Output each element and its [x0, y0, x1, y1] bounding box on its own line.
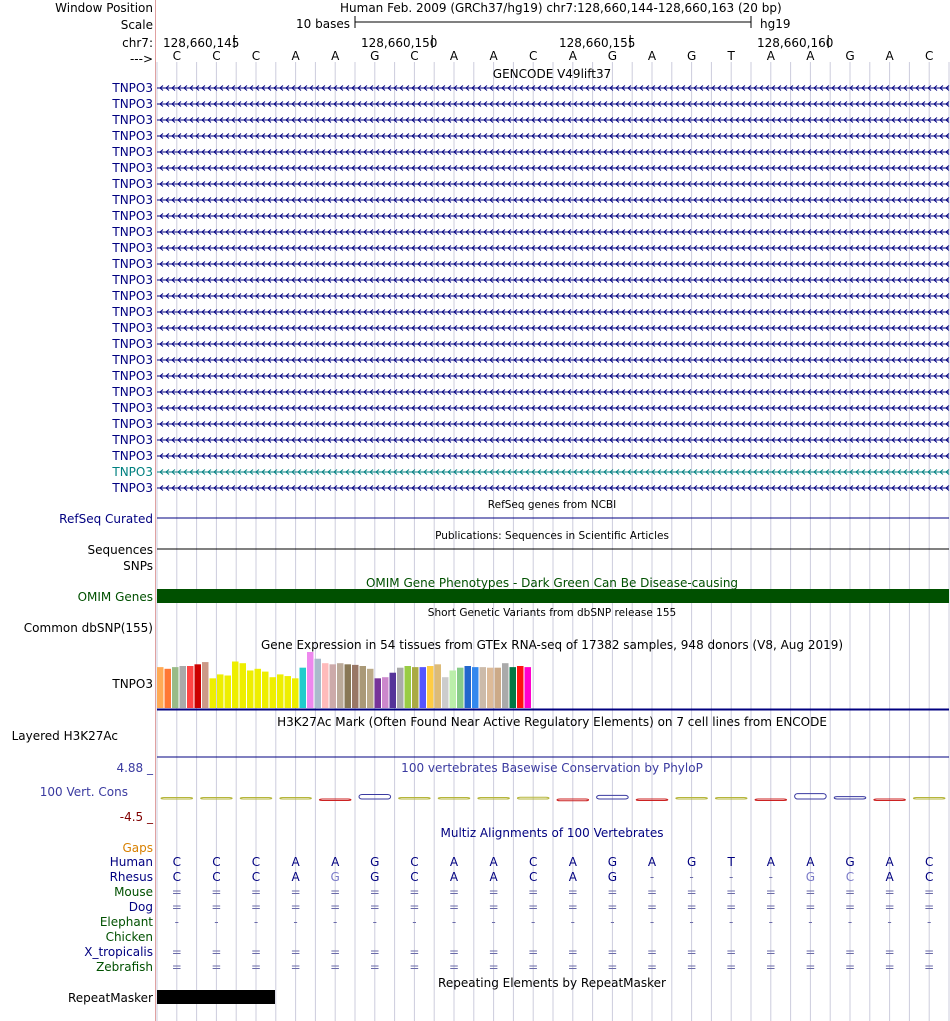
gencode-transcript-label[interactable]: TNPO3: [112, 321, 153, 335]
multiz-alignment-base: =: [250, 885, 262, 899]
gencode-transcript-label[interactable]: TNPO3: [112, 481, 153, 495]
window-position-value: Human Feb. 2009 (GRCh37/hg19) chr7:128,660,144-128,660,163 (20 bp): [340, 1, 782, 15]
multiz-alignment-base: -: [887, 915, 892, 929]
multiz-alignment-base: C: [172, 855, 181, 869]
base-letter: C: [251, 49, 261, 63]
multiz-alignment-base: -: [649, 870, 655, 884]
gtex-tissue-bar[interactable]: [487, 668, 494, 708]
multiz-alignment-base: =: [409, 945, 420, 959]
gtex-tissue-bar[interactable]: [435, 664, 442, 708]
multiz-alignment-base: =: [290, 945, 301, 959]
multiz-alignment-base: =: [409, 885, 420, 899]
gencode-transcript-label[interactable]: TNPO3: [112, 209, 153, 223]
base-letter: A: [806, 49, 815, 63]
multiz-alignment-base: G: [607, 855, 618, 869]
gencode-transcript-label[interactable]: TNPO3: [112, 289, 153, 303]
multiz-alignment-base: -: [174, 915, 179, 929]
multiz-alignment-base: =: [211, 900, 222, 914]
base-letter: A: [766, 49, 775, 63]
coordinate-label: 128,660,150: [361, 36, 438, 50]
multiz-alignment-base: -: [729, 870, 734, 884]
gtex-tissue-bar[interactable]: [480, 667, 487, 708]
scale-label: Scale: [120, 18, 153, 32]
coordinate-label: 128,660,145: [163, 36, 240, 50]
multiz-alignment-base: =: [686, 885, 697, 899]
gencode-transcript-label[interactable]: TNPO3: [112, 161, 153, 175]
base-letter: A: [647, 49, 657, 63]
gencode-transcript-label[interactable]: TNPO3: [112, 113, 153, 127]
multiz-species-label[interactable]: Zebrafish: [96, 960, 153, 974]
gencode-transcript-label[interactable]: TNPO3: [112, 81, 153, 95]
multiz-alignment-base: =: [805, 960, 816, 974]
multiz-alignment-base: C: [251, 870, 261, 884]
multiz-alignment-base: =: [211, 885, 222, 899]
base-letter: A: [568, 49, 577, 63]
multiz-alignment-base: -: [689, 870, 694, 884]
scale-text: 10 bases: [296, 17, 350, 31]
multiz-alignment-base: A: [331, 855, 340, 869]
gtex-tissue-bar[interactable]: [195, 664, 202, 708]
gencode-transcript-label[interactable]: TNPO3: [112, 369, 153, 383]
multiz-alignment-base: =: [844, 945, 856, 959]
multiz-alignment-base: =: [844, 900, 856, 914]
gtex-tissue-bar[interactable]: [202, 662, 209, 708]
multiz-alignment-base: =: [488, 960, 499, 974]
gtex-tissue-bar[interactable]: [525, 667, 532, 708]
multiz-alignment-base: -: [531, 915, 536, 929]
multiz-alignment-base: =: [250, 960, 262, 974]
gtex-tissue-bar[interactable]: [240, 663, 247, 708]
gencode-transcript-label[interactable]: TNPO3: [112, 225, 153, 239]
multiz-alignment-base: -: [610, 915, 615, 929]
multiz-species-label[interactable]: Mouse: [114, 885, 153, 899]
multiz-alignment-base: =: [171, 945, 182, 959]
multiz-alignment-base: -: [491, 915, 496, 929]
publications-snps-label[interactable]: SNPs: [123, 559, 153, 573]
multiz-alignment-base: =: [884, 885, 895, 899]
dbsnp-track-title[interactable]: Short Genetic Variants from dbSNP release 155: [427, 607, 677, 619]
multiz-alignment-base: A: [489, 855, 498, 869]
gtex-tissue-bar[interactable]: [247, 670, 254, 708]
multiz-alignment-base: A: [568, 870, 577, 884]
gtex-tissue-bar[interactable]: [210, 678, 217, 708]
multiz-alignment-base: C: [251, 855, 261, 869]
multiz-alignment-base: =: [448, 945, 460, 959]
coordinate-label: 128,660,160: [757, 36, 834, 50]
base-letter: G: [686, 49, 697, 63]
multiz-alignment-base: =: [567, 960, 578, 974]
base-letter: C: [172, 49, 181, 63]
window-position-label: Window Position: [55, 1, 153, 15]
multiz-alignment-base: =: [646, 945, 658, 959]
gencode-transcript-label[interactable]: TNPO3: [112, 273, 153, 287]
multiz-alignment-base: -: [847, 915, 853, 929]
gencode-transcript-label[interactable]: TNPO3: [112, 385, 153, 399]
multiz-alignment-base: -: [293, 915, 298, 929]
multiz-alignment-base: =: [528, 945, 539, 959]
multiz-alignment-base: A: [647, 855, 657, 869]
multiz-species-label[interactable]: Rhesus: [109, 870, 153, 884]
multiz-alignment-base: =: [528, 960, 539, 974]
gencode-transcript-label[interactable]: TNPO3: [112, 401, 153, 415]
multiz-alignment-base: =: [369, 885, 380, 899]
multiz-alignment-base: =: [765, 945, 776, 959]
gtex-tissue-bar[interactable]: [442, 677, 449, 708]
base-letter: C: [212, 49, 221, 63]
multiz-alignment-base: =: [448, 900, 460, 914]
multiz-alignment-base: =: [884, 900, 895, 914]
multiz-alignment-base: G: [607, 870, 618, 884]
multiz-alignment-base: =: [924, 960, 935, 974]
multiz-alignment-base: =: [805, 885, 816, 899]
gtex-tissue-bar[interactable]: [352, 665, 359, 708]
gencode-transcript-label[interactable]: TNPO3: [112, 353, 153, 367]
chromosome-label: chr7:: [122, 36, 153, 50]
base-letter: A: [489, 49, 498, 63]
dbsnp-track-label[interactable]: Common dbSNP(155): [23, 621, 153, 635]
gencode-transcript-label[interactable]: TNPO3: [112, 177, 153, 191]
multiz-alignment-base: -: [768, 915, 773, 929]
gencode-track-title[interactable]: GENCODE V49lift37: [492, 67, 612, 81]
gtex-tissue-bar[interactable]: [412, 667, 419, 708]
multiz-alignment-base: C: [924, 855, 934, 869]
multiz-alignment-base: =: [726, 945, 737, 959]
gtex-tissue-bar[interactable]: [360, 666, 367, 708]
multiz-alignment-base: =: [528, 900, 539, 914]
multiz-alignment-base: =: [290, 960, 301, 974]
scale-assembly: hg19: [760, 17, 791, 31]
gtex-tissue-bar[interactable]: [322, 663, 329, 708]
gtex-tissue-bar[interactable]: [187, 666, 194, 708]
multiz-alignment-base: C: [212, 855, 221, 869]
gencode-transcript-label[interactable]: TNPO3: [112, 449, 153, 463]
multiz-alignment-base: A: [885, 870, 894, 884]
gencode-transcript-label[interactable]: TNPO3: [112, 129, 153, 143]
strand-label: --->: [129, 52, 153, 66]
multiz-alignment-base: =: [607, 945, 618, 959]
multiz-alignment-base: =: [884, 960, 895, 974]
base-letter: G: [845, 49, 855, 63]
multiz-alignment-base: A: [568, 855, 577, 869]
base-letter: T: [727, 49, 735, 63]
repeatmasker-track-title[interactable]: Repeating Elements by RepeatMasker: [438, 976, 666, 990]
multiz-alignment-base: C: [172, 870, 181, 884]
refseq-track-title[interactable]: RefSeq genes from NCBI: [487, 499, 617, 511]
multiz-alignment-base: =: [686, 900, 697, 914]
multiz-alignment-base: =: [765, 885, 776, 899]
gtex-tissue-bar[interactable]: [217, 674, 224, 708]
multiz-alignment-base: =: [488, 945, 499, 959]
multiz-alignment-base: =: [369, 945, 380, 959]
h3k27ac-track-title[interactable]: H3K27Ac Mark (Often Found Near Active Regulatory Elements) on 7 cell lines from ENCODE: [277, 715, 827, 729]
multiz-alignment-base: A: [885, 855, 894, 869]
multiz-alignment-base: C: [924, 870, 934, 884]
multiz-alignment-base: =: [409, 900, 420, 914]
multiz-alignment-base: =: [726, 960, 737, 974]
multiz-alignment-base: =: [805, 900, 816, 914]
repeatmasker-element[interactable]: [157, 990, 275, 1004]
multiz-alignment-base: C: [528, 855, 538, 869]
multiz-species-label[interactable]: Human: [109, 855, 153, 869]
gtex-tissue-bar[interactable]: [502, 663, 509, 708]
multiz-alignment-base: -: [729, 915, 734, 929]
multiz-alignment-base: =: [330, 945, 341, 959]
multiz-alignment-base: =: [726, 900, 737, 914]
gtex-tissue-bar[interactable]: [315, 659, 322, 708]
multiz-alignment-base: G: [370, 855, 380, 869]
multiz-alignment-base: =: [884, 945, 895, 959]
multiz-alignment-base: A: [449, 855, 459, 869]
gtex-tissue-bar[interactable]: [450, 670, 457, 708]
base-letter: C: [528, 49, 538, 63]
multiz-alignment-base: T: [727, 855, 735, 869]
multiz-alignment-base: -: [253, 915, 259, 929]
omim-track-label[interactable]: OMIM Genes: [77, 590, 153, 604]
base-letter: A: [885, 49, 894, 63]
multiz-alignment-base: A: [766, 855, 775, 869]
gencode-transcript-label[interactable]: TNPO3: [112, 433, 153, 447]
coordinate-label: 128,660,155: [559, 36, 636, 50]
multiz-alignment-base: -: [768, 870, 773, 884]
gtex-tissue-bar[interactable]: [172, 667, 179, 708]
multiz-alignment-base: =: [330, 960, 341, 974]
gtex-tissue-bar[interactable]: [345, 664, 352, 708]
multiz-alignment-base: -: [808, 915, 813, 929]
multiz-alignment-base: =: [567, 900, 578, 914]
refseq-track-label[interactable]: RefSeq Curated: [59, 512, 153, 526]
multiz-alignment-base: -: [649, 915, 655, 929]
multiz-alignment-base: =: [448, 960, 460, 974]
phylop-max-label: 4.88 _: [116, 761, 153, 775]
multiz-track-title[interactable]: Multiz Alignments of 100 Vertebrates: [440, 826, 664, 840]
gtex-tissue-bar[interactable]: [285, 676, 292, 708]
publications-sequences-label[interactable]: Sequences: [87, 543, 153, 557]
multiz-alignment-base: =: [607, 885, 618, 899]
gtex-tissue-bar[interactable]: [367, 669, 374, 708]
multiz-alignment-base: =: [250, 945, 262, 959]
gencode-transcript-label[interactable]: TNPO3: [112, 241, 153, 255]
multiz-alignment-base: -: [689, 915, 694, 929]
multiz-alignment-base: =: [171, 900, 182, 914]
gtex-tissue-bar[interactable]: [390, 673, 397, 708]
multiz-alignment-base: =: [488, 900, 499, 914]
multiz-alignment-base: =: [686, 945, 697, 959]
multiz-alignment-base: =: [409, 960, 420, 974]
multiz-alignment-base: =: [290, 900, 301, 914]
phylop-min-label: -4.5 _: [119, 810, 153, 824]
base-letter: C: [410, 49, 419, 63]
multiz-alignment-base: G: [370, 870, 380, 884]
multiz-alignment-base: =: [448, 885, 460, 899]
multiz-alignment-base: -: [412, 915, 417, 929]
multiz-species-label[interactable]: Dog: [128, 900, 153, 914]
phylop-track-title[interactable]: 100 vertebrates Basewise Conservation by PhyloP: [401, 761, 703, 775]
multiz-alignment-base: =: [844, 885, 856, 899]
multiz-alignment-base: =: [646, 900, 658, 914]
multiz-alignment-base: =: [805, 945, 816, 959]
gtex-tissue-bar[interactable]: [307, 652, 314, 708]
multiz-alignment-base: A: [291, 855, 300, 869]
multiz-alignment-base: C: [528, 870, 538, 884]
gtex-tissue-bar[interactable]: [180, 666, 187, 708]
multiz-alignment-base: =: [528, 885, 539, 899]
multiz-alignment-base: G: [845, 855, 855, 869]
multiz-alignment-base: =: [330, 885, 341, 899]
multiz-alignment-base: C: [410, 870, 419, 884]
gtex-tissue-bar[interactable]: [270, 677, 277, 708]
multiz-alignment-base: =: [844, 960, 856, 974]
multiz-alignment-base: G: [330, 870, 340, 884]
gtex-tissue-bar[interactable]: [420, 667, 427, 708]
gtex-tissue-bar[interactable]: [465, 666, 472, 708]
gencode-transcript-label[interactable]: TNPO3: [112, 465, 153, 479]
multiz-alignment-base: =: [488, 885, 499, 899]
gtex-tissue-bar[interactable]: [375, 678, 382, 708]
gencode-transcript-label[interactable]: TNPO3: [112, 337, 153, 351]
multiz-alignment-base: =: [369, 960, 380, 974]
multiz-alignment-base: =: [211, 945, 222, 959]
base-letter: G: [370, 49, 380, 63]
gtex-tissue-bar[interactable]: [472, 667, 479, 708]
gtex-tissue-bar[interactable]: [337, 663, 344, 708]
gtex-tissue-bar[interactable]: [405, 666, 412, 708]
multiz-alignment-base: =: [290, 885, 301, 899]
gtex-tissue-bar[interactable]: [255, 669, 262, 708]
multiz-alignment-base: A: [449, 870, 459, 884]
multiz-alignment-base: =: [607, 960, 618, 974]
gtex-tissue-bar[interactable]: [232, 662, 239, 708]
gencode-transcript-label[interactable]: TNPO3: [112, 305, 153, 319]
multiz-alignment-base: G: [686, 855, 697, 869]
multiz-alignment-base: G: [805, 870, 816, 884]
multiz-alignment-base: =: [646, 960, 658, 974]
multiz-alignment-base: =: [211, 960, 222, 974]
multiz-alignment-base: =: [171, 885, 182, 899]
multiz-alignment-base: =: [686, 960, 697, 974]
gtex-tissue-bar[interactable]: [292, 678, 299, 708]
omim-track-title[interactable]: OMIM Gene Phenotypes - Dark Green Can Be Disease-causing: [365, 576, 739, 590]
multiz-alignment-base: -: [214, 915, 219, 929]
multiz-alignment-base: C: [410, 855, 419, 869]
multiz-alignment-base: =: [567, 885, 578, 899]
multiz-alignment-base: A: [291, 870, 300, 884]
gtex-tissue-bar[interactable]: [165, 669, 172, 708]
multiz-alignment-base: =: [567, 945, 578, 959]
gtex-tissue-bar[interactable]: [330, 664, 337, 708]
multiz-alignment-base: =: [171, 960, 182, 974]
multiz-alignment-base: C: [212, 870, 221, 884]
h3k27ac-track-label[interactable]: Layered H3K27Ac: [11, 729, 118, 743]
gtex-track-title[interactable]: Gene Expression in 54 tissues from GTEx RNA-seq of 17382 samples, 948 donors (V8, Aug 2019): [260, 638, 844, 652]
multiz-alignment-base: =: [250, 900, 262, 914]
multiz-alignment-base: =: [726, 885, 737, 899]
multiz-alignment-base: =: [607, 900, 618, 914]
multiz-gaps-label: Gaps: [122, 841, 153, 855]
base-letter: A: [291, 49, 300, 63]
base-letter: C: [924, 49, 934, 63]
multiz-alignment-base: =: [924, 885, 935, 899]
multiz-alignment-base: C: [845, 870, 855, 884]
gtex-tissue-bar[interactable]: [225, 676, 232, 708]
gencode-transcript-label[interactable]: TNPO3: [112, 417, 153, 431]
publications-track-title[interactable]: Publications: Sequences in Scientific Articles: [435, 530, 669, 542]
gtex-tissue-bar[interactable]: [495, 668, 502, 708]
multiz-alignment-base: -: [570, 915, 575, 929]
gtex-tissue-bar[interactable]: [457, 668, 464, 708]
base-letter: G: [607, 49, 618, 63]
gtex-tissue-bar[interactable]: [427, 666, 434, 708]
gtex-tissue-bar[interactable]: [157, 667, 164, 708]
gtex-gene-label[interactable]: TNPO3: [112, 677, 153, 691]
multiz-alignment-base: -: [333, 915, 338, 929]
multiz-alignment-base: -: [372, 915, 377, 929]
gencode-transcript-label[interactable]: TNPO3: [112, 145, 153, 159]
base-letter: A: [331, 49, 340, 63]
base-letter: A: [449, 49, 459, 63]
multiz-species-label[interactable]: Chicken: [105, 930, 153, 944]
multiz-alignment-base: A: [489, 870, 498, 884]
gtex-tissue-bar[interactable]: [517, 666, 524, 708]
gtex-tissue-bar[interactable]: [262, 672, 269, 708]
repeatmasker-track-label[interactable]: RepeatMasker: [67, 991, 153, 1005]
multiz-alignment-base: A: [806, 855, 815, 869]
multiz-species-label[interactable]: Elephant: [99, 915, 153, 929]
multiz-species-label[interactable]: X_tropicalis: [84, 945, 153, 959]
multiz-alignment-base: =: [369, 900, 380, 914]
gencode-transcript-label[interactable]: TNPO3: [112, 193, 153, 207]
multiz-alignment-base: =: [924, 945, 935, 959]
gencode-transcript-label[interactable]: TNPO3: [112, 97, 153, 111]
gtex-tissue-bar[interactable]: [397, 668, 404, 708]
gtex-tissue-bar[interactable]: [300, 668, 307, 708]
gtex-tissue-bar[interactable]: [382, 677, 389, 708]
multiz-alignment-base: -: [927, 915, 932, 929]
multiz-alignment-base: =: [765, 900, 776, 914]
multiz-alignment-base: =: [924, 900, 935, 914]
multiz-alignment-base: =: [646, 885, 658, 899]
multiz-alignment-base: -: [451, 915, 457, 929]
gtex-tissue-bar[interactable]: [510, 667, 517, 708]
multiz-alignment-base: =: [330, 900, 341, 914]
gencode-transcript-label[interactable]: TNPO3: [112, 257, 153, 271]
gtex-tissue-bar[interactable]: [277, 674, 284, 708]
phylop-track-label[interactable]: 100 Vert. Cons: [39, 785, 128, 799]
omim-gene-bar[interactable]: [157, 589, 949, 603]
multiz-alignment-base: =: [765, 960, 776, 974]
